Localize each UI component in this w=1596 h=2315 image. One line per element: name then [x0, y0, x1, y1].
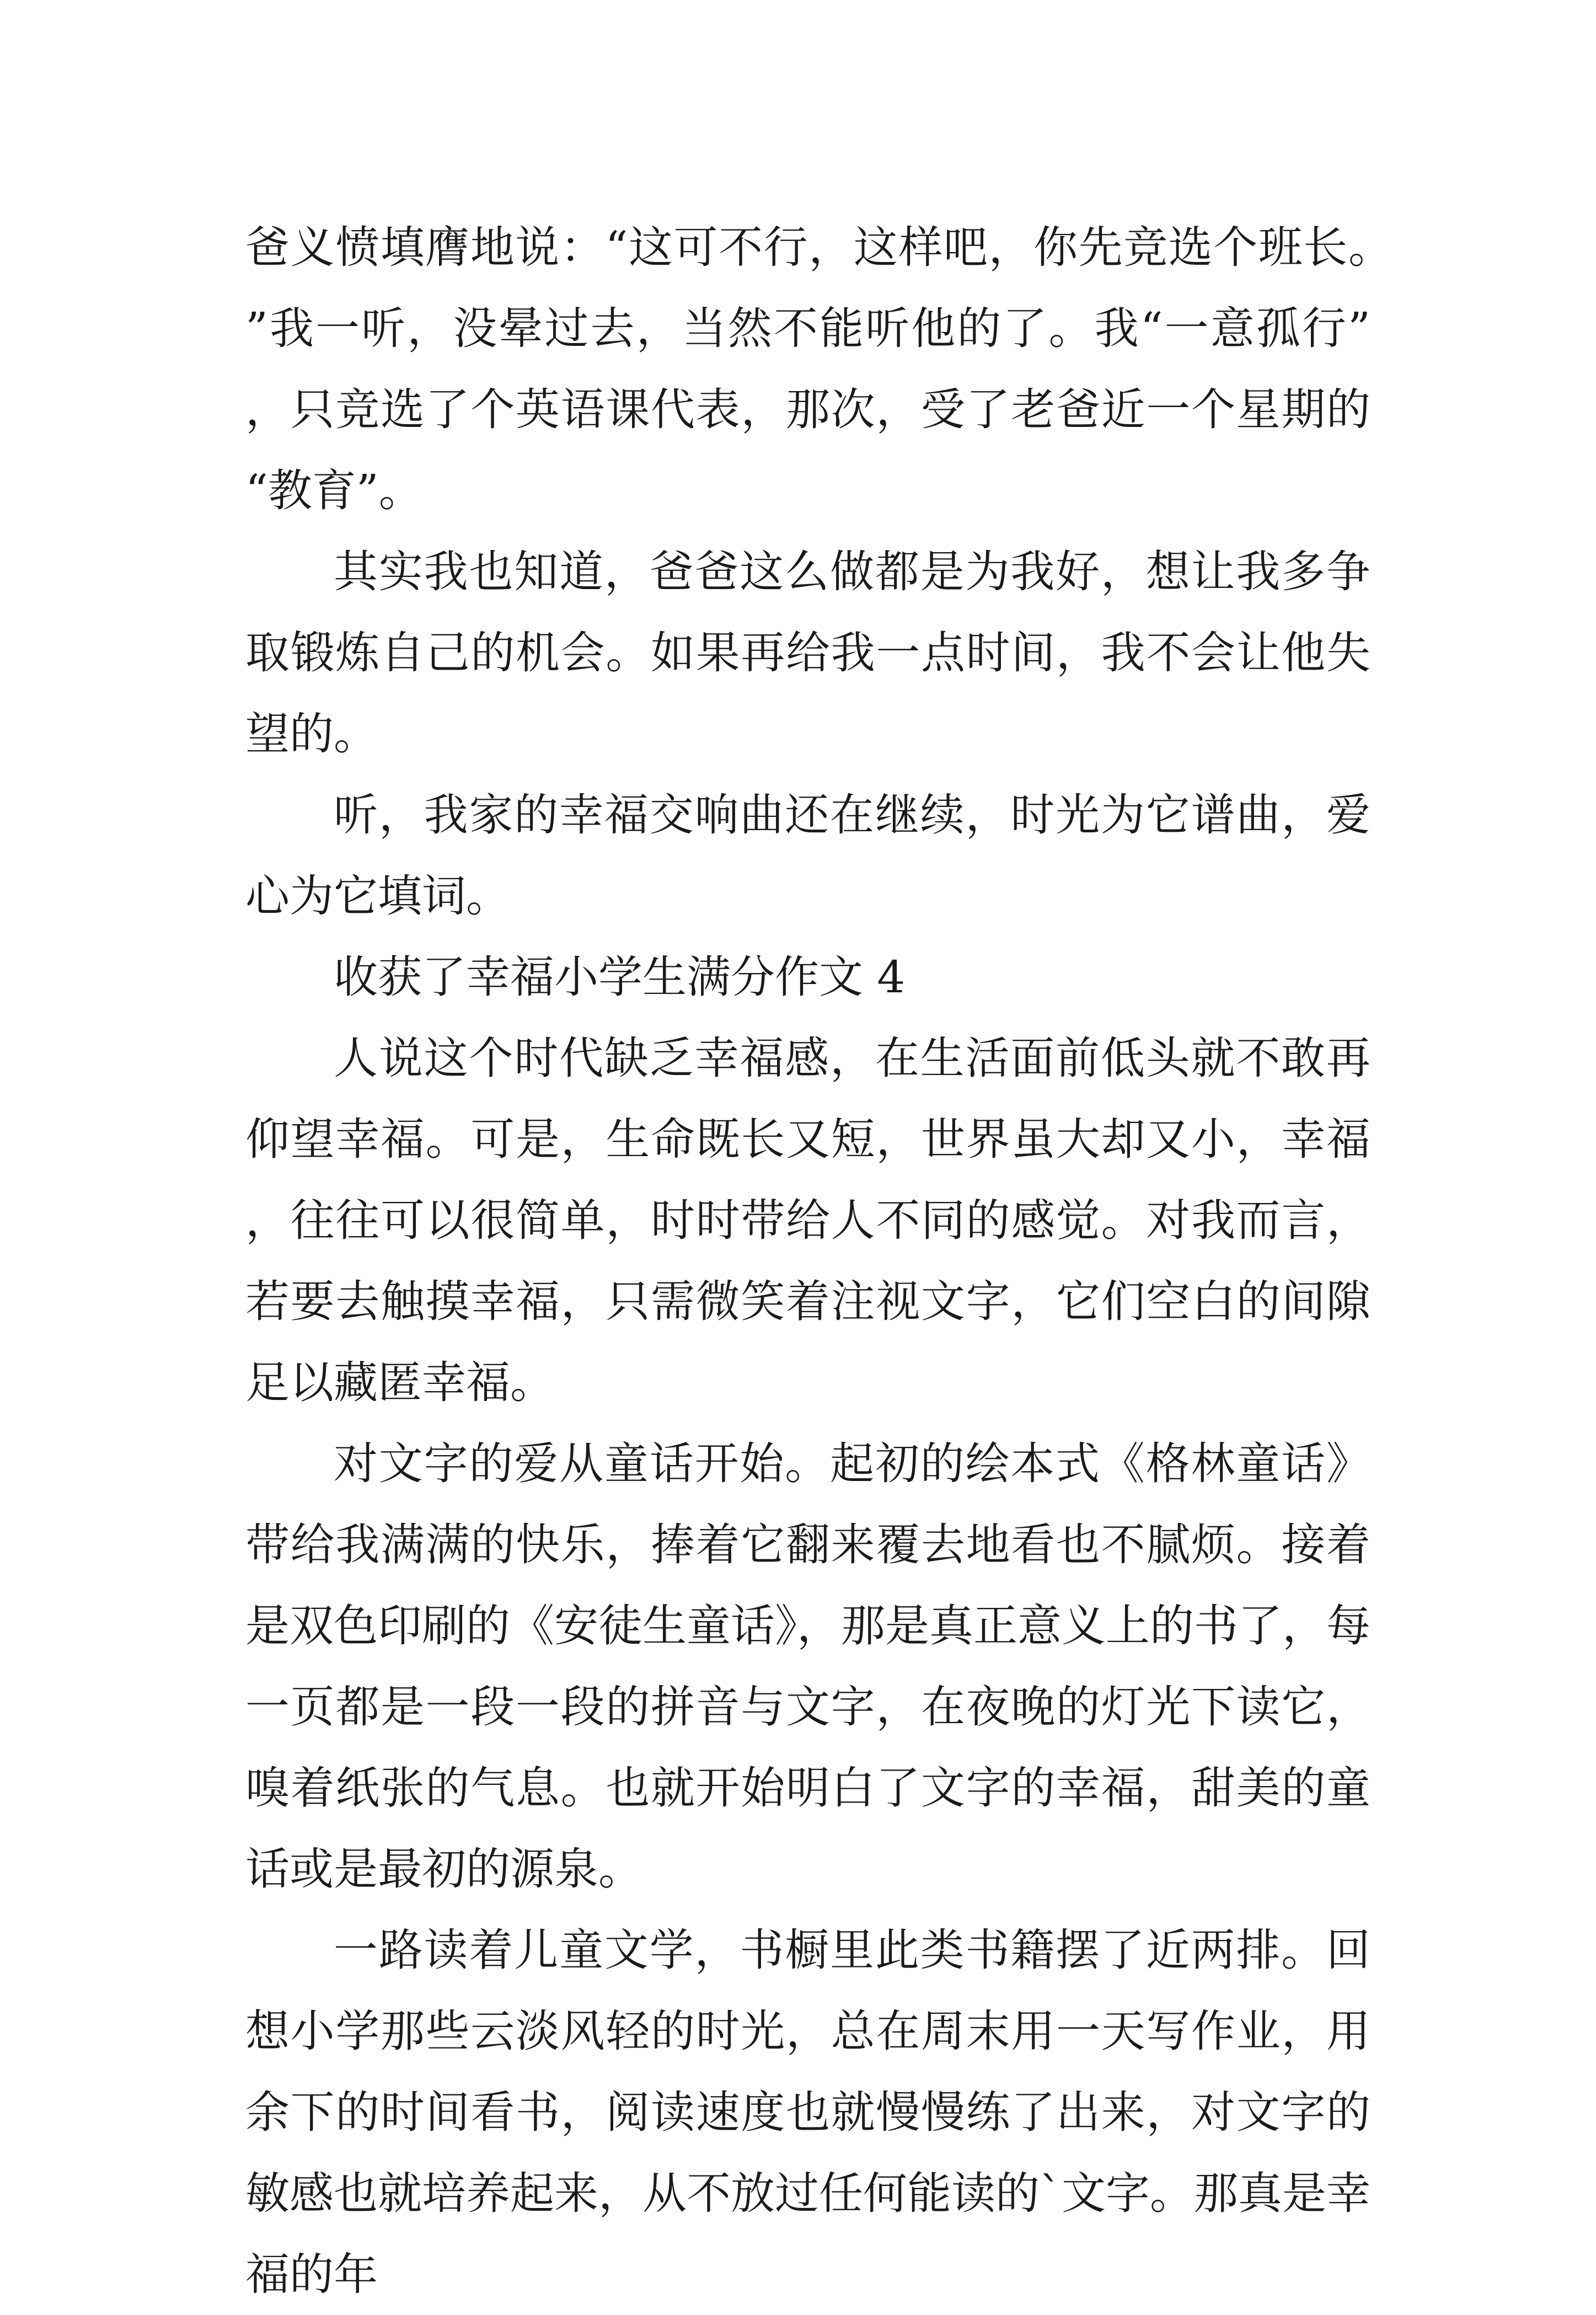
document-body — [245, 207, 1370, 2315]
paragraph: 其实我也知道，爸爸这么做都是为我好，想让我多争取锻炼自己的机会。如果再给我一点时间，我不会让他失望的。 — [245, 546, 1370, 760]
paragraph: 一路读着儿童文学，书橱里此类书籍摆了近两排。回想小学那些云淡风轻的时光，总在周末用一天写作业，用余下的时间看书，阅读速度也就慢慢练了出来，对文字的敏感也就培养起来，从不放过任何能读的`文字。那真是幸福的年 — [245, 1924, 1370, 2300]
section-heading: 收获了幸福小学生满分作文 4 — [334, 951, 906, 1003]
paragraph: 人说这个时代缺乏幸福感，在生活面前低头就不敢再仰望幸福。可是，生命既长又短，世界虽大却又小，幸福，往往可以很简单，时时带给人不同的感觉。对我而言，若要去触摸幸福，只需微笑着注视文字，它们空白的间隙足以藏匿幸福。 — [245, 1033, 1370, 1408]
paragraph-continuation: 爸义愤填膺地说：“这可不行，这样吧，你先竞选个班长。”我一听，没晕过去，当然不能听他的了。我“一意孤行”，只竞选了个英语课代表，那次，受了老爸近一个星期的“教育”。 — [245, 222, 1370, 516]
paragraph: 听，我家的幸福交响曲还在继续，时光为它谱曲，爱心为它填词。 — [245, 789, 1370, 922]
paragraph: 对文字的爱从童话开始。起初的绘本式《格林童话》带给我满满的快乐，捧着它翻来覆去地看也不腻烦。接着是双色印刷的《安徒生童话》，那是真正意义上的书了，每一页都是一段一段的拼音与文字，在夜晚的灯光下读它，嗅着纸张的气息。也就开始明白了文字的幸福，甜美的童话或是最初的源泉。 — [245, 1438, 1370, 1895]
